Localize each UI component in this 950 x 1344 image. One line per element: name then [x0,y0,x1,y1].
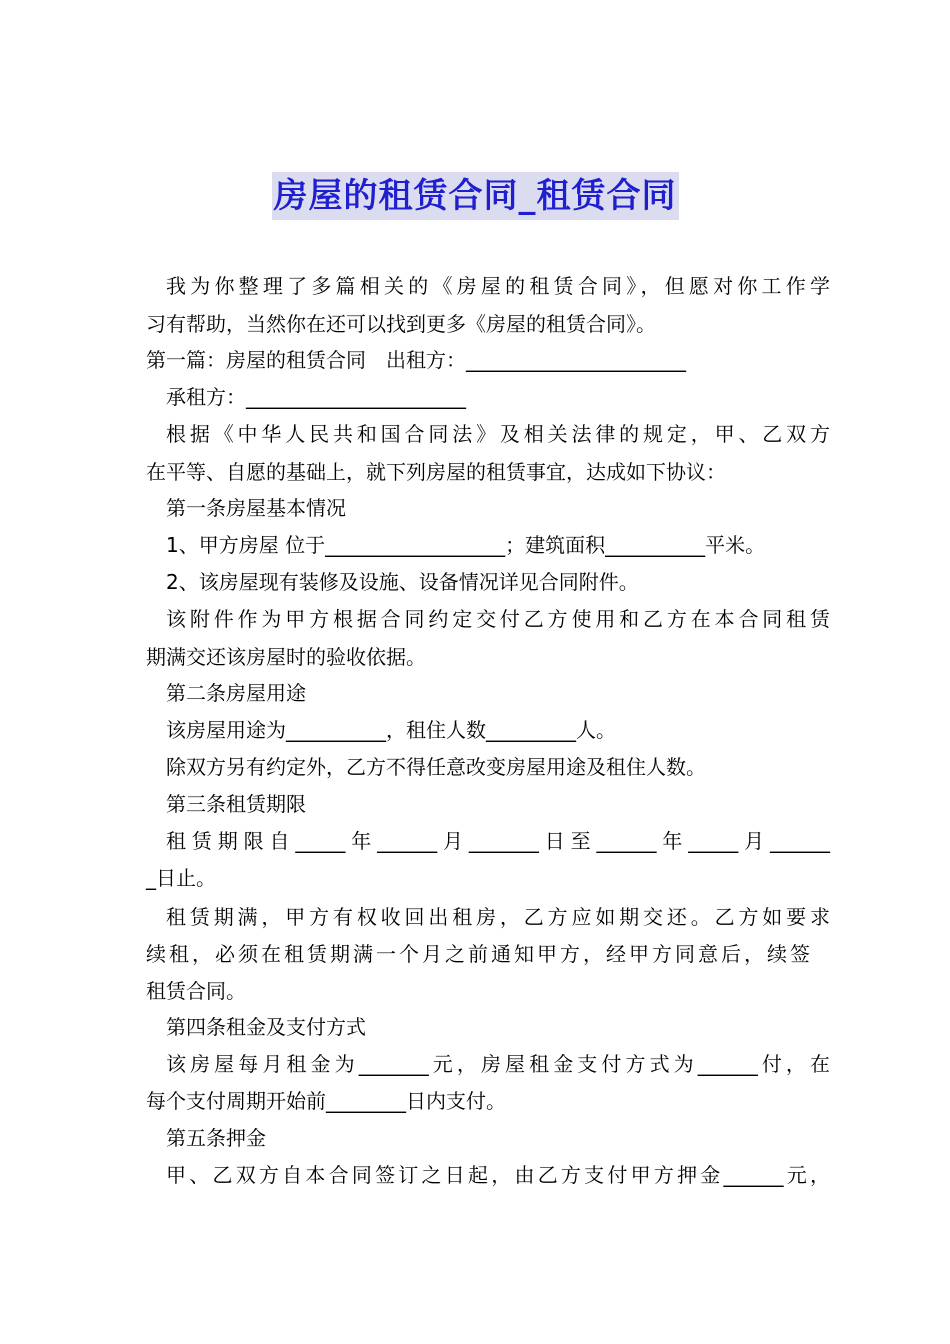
section-heading: 第四条租金及支付方式 [166,1015,366,1039]
paragraph-line: 根据《中华人民共和国合同法》及相关法律的规定，甲、乙双方 [166,422,830,446]
section-heading: 第一条房屋基本情况 [166,496,346,520]
paragraph-line: 甲、乙双方自本合同签订之日起，由乙方支付甲方押金______元， [166,1163,830,1187]
document-title-text: 房屋的租赁合同_租赁合同 [272,172,679,220]
paragraph-line: 2、该房屋现有装修及设施、设备情况详见合同附件。 [166,570,639,594]
paragraph-line: 租赁合同。 [146,979,246,1003]
section-heading: 第三条租赁期限 [166,792,306,816]
paragraph-line: 租赁期限自_____年______月_______日至______年_____月______ [166,829,830,853]
paragraph-line: 第一篇：房屋的租赁合同 出租方：______________________ [146,348,686,372]
paragraph-line: 每个支付周期开始前________日内支付。 [146,1089,506,1113]
section-heading: 第五条押金 [166,1126,266,1150]
section-heading: 第二条房屋用途 [166,681,306,705]
paragraph-line: 1、甲方房屋 位于__________________；建筑面积__________平米。 [166,533,766,557]
paragraph-line: 租赁期满，甲方有权收回出租房，乙方应如期交还。乙方如要求 [166,905,830,929]
paragraph-line: 在平等、自愿的基础上，就下列房屋的租赁事宜，达成如下协议： [146,460,726,484]
paragraph-line: _日止。 [146,866,216,890]
paragraph-line: 该房屋用途为__________，租住人数_________人。 [166,718,616,742]
paragraph-line: 除双方另有约定外，乙方不得任意改变房屋用途及租住人数。 [166,755,706,779]
paragraph-line: 我为你整理了多篇相关的《房屋的租赁合同》，但愿对你工作学 [166,274,830,298]
document-title [0,172,950,220]
paragraph-line: 续租，必须在租赁期满一个月之前通知甲方，经甲方同意后，续签 [146,942,810,966]
paragraph-line: 承租方：______________________ [166,385,466,409]
paragraph-line: 该附件作为甲方根据合同约定交付乙方使用和乙方在本合同租赁 [166,607,830,631]
paragraph-line: 习有帮助，当然你在还可以找到更多《房屋的租赁合同》。 [146,312,656,336]
paragraph-line: 该房屋每月租金为_______元，房屋租金支付方式为______付，在 [166,1052,830,1076]
paragraph-line: 期满交还该房屋时的验收依据。 [146,645,426,669]
